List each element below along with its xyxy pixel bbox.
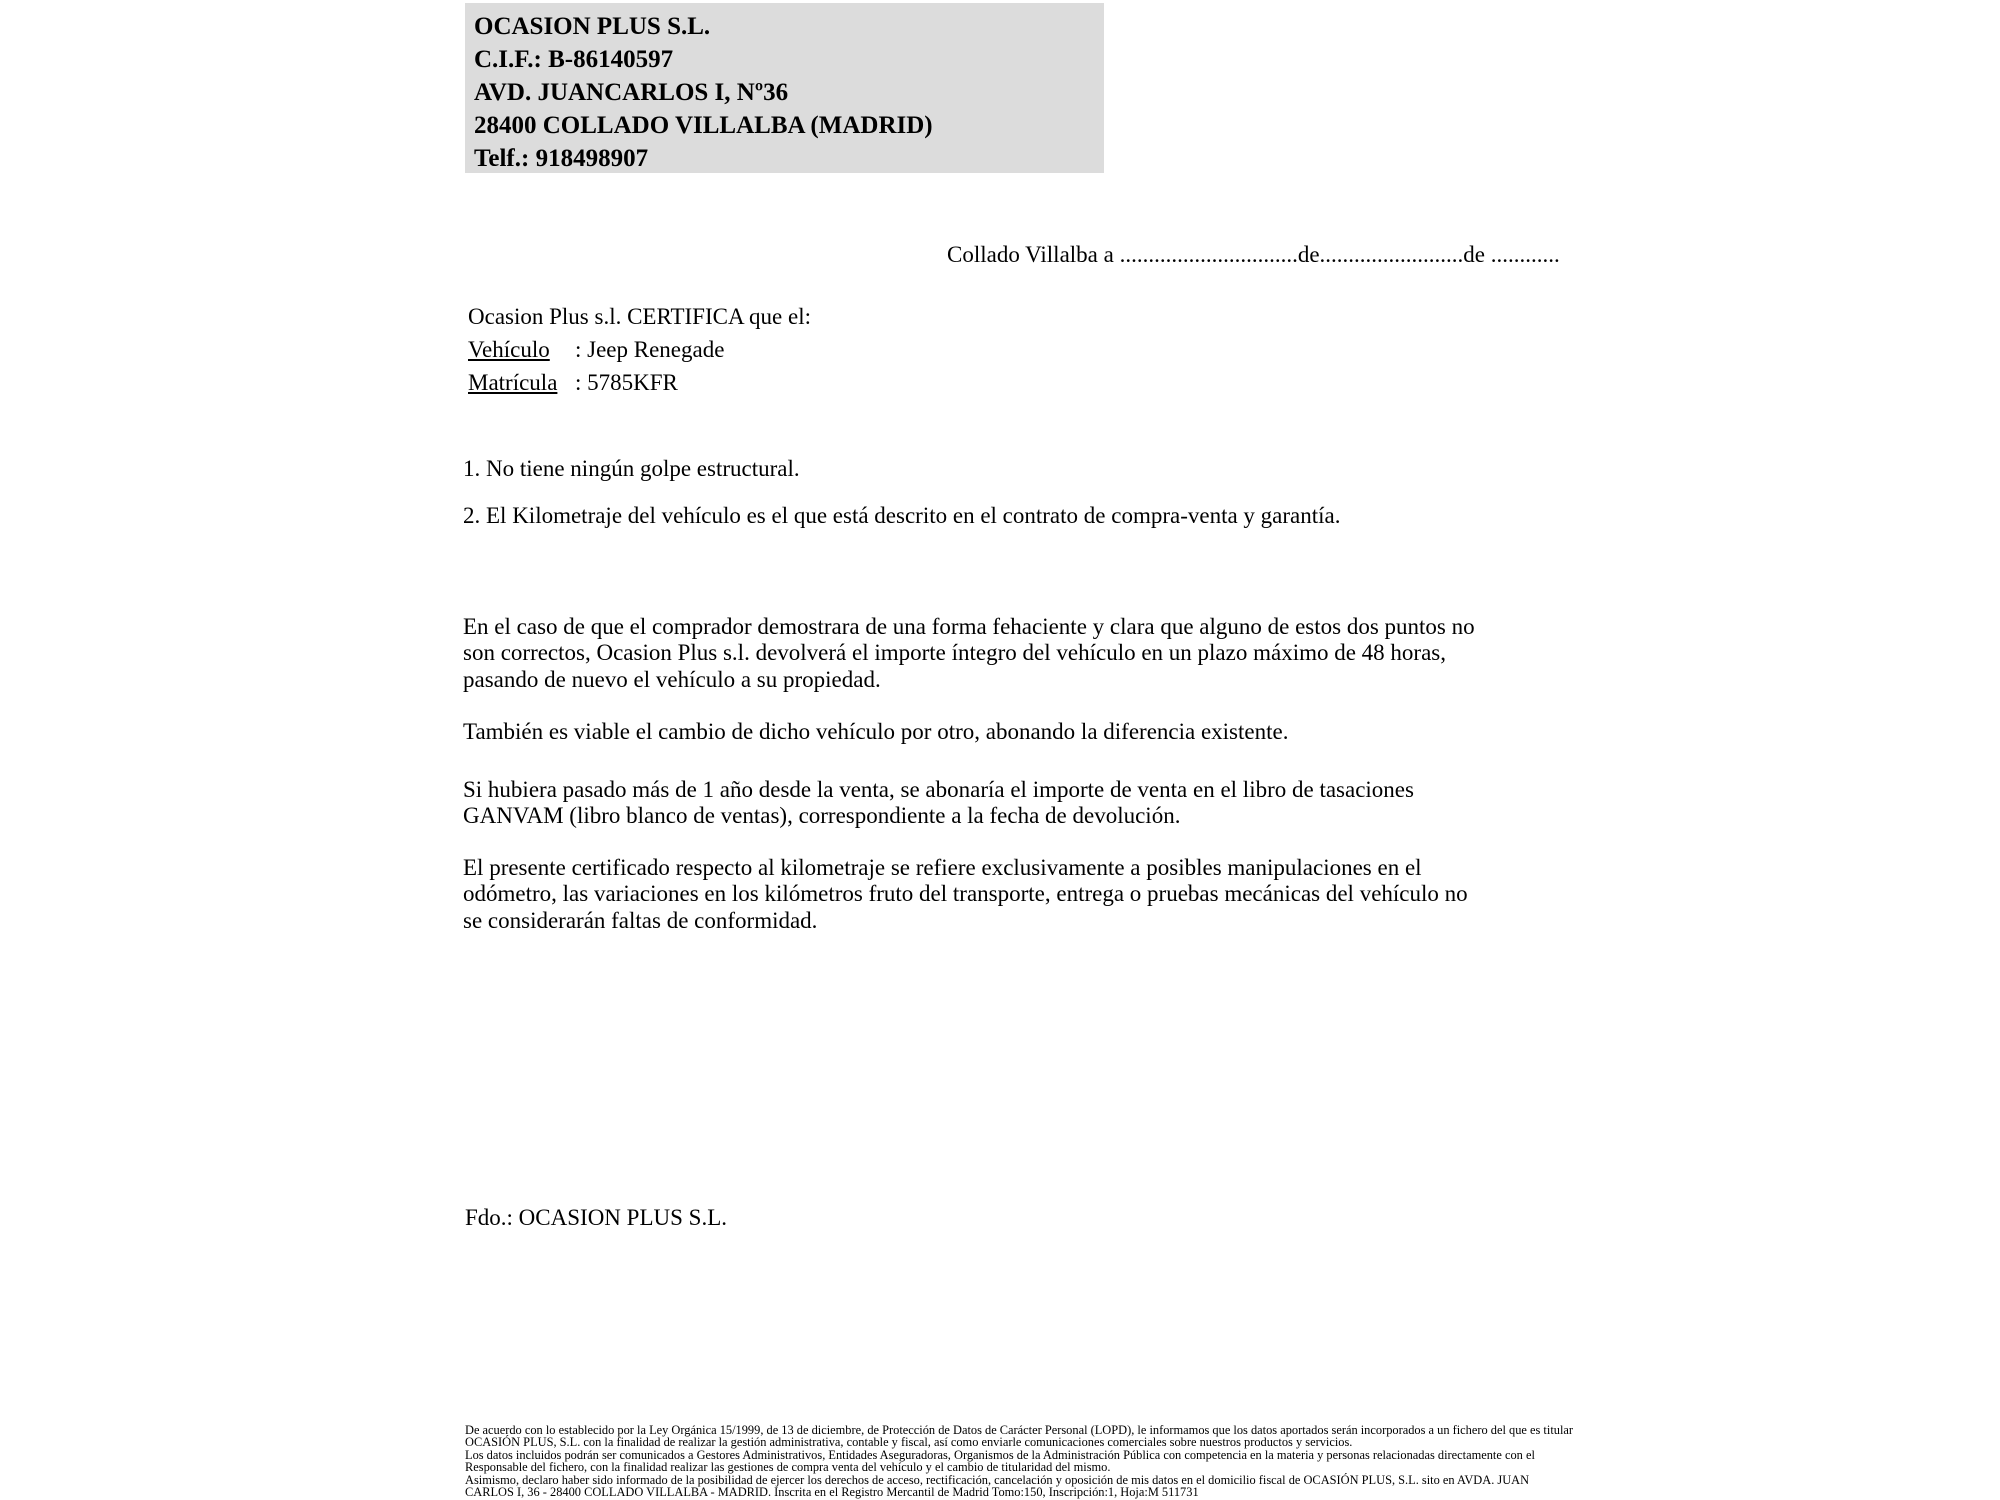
legal-footer: De acuerdo con lo establecido por la Ley Orgánica 15/1999, de 13 de diciembre, de Protección de Datos de Carácter Personal (LOPD), le informamos que los datos aportados serán incorporados a un fichero del que es titular OCASIÓN PLUS, S.L. con la finalidad de realizar la gestión administrativa, contable y fiscal, así como enviarle comunicaciones comerciales sobre nuestros productos y servicios. Los datos incluidos podrán ser comunicados a Gestores Administrativos, Entidades Aseguradoras, Organismos de la Administración Pública con competencia en la materia y personas relacionadas directamente con el Responsable del fichero, con la finalidad realizar las gestiones de compra venta del vehículo y el cambio de titularidad del mismo. Asimismo, declaro haber sido informado de la posibilidad de ejercer los derechos de acceso, rectificación, cancelación y oposición de mis datos en el domicilio fiscal de OCASIÓN PLUS, S.L. sito en AVDA. JUAN CARLOS I, 36 - 28400 COLLADO VILLALBA - MADRID. Inscrita en el Registro Mercantil de Madrid Tomo:150, Inscripción:1, Hoja:M 511731 (465, 1423, 1574, 1500)
point-structural: 1. No tiene ningún golpe estructural. (463, 456, 800, 481)
company-name: OCASION PLUS S.L. (474, 13, 711, 40)
company-phone: Telf.: 918498907 (474, 145, 649, 172)
plate-label: Matrícula (468, 370, 558, 395)
point-mileage: 2. El Kilometraje del vehículo es el que está descrito en el contrato de compra-venta y garantía. (463, 503, 1341, 528)
certificate-block (468, 300, 811, 399)
paragraph-odometer: El presente certificado respecto al kilometraje se refiere exclusivamente a posibles manipulaciones en el odómetro, las variaciones en los kilómetros fruto del transporte, entrega o pruebas mecánicas del vehículo no se considerarán faltas de conformidad. (463, 855, 1468, 933)
company-address: AVD. JUANCARLOS I, Nº36 (474, 79, 789, 106)
paragraph-exchange: También es viable el cambio de dicho vehículo por otro, abonando la diferencia existente. (463, 719, 1289, 744)
vehicle-label: Vehículo (468, 337, 550, 362)
date-line: Collado Villalba a ...............................de.........................de ............ (947, 242, 1560, 267)
paragraph-ganvam: Si hubiera pasado más de 1 año desde la venta, se abonaría el importe de venta en el libro de tasaciones GANVAM (libro blanco de ventas), correspondiente a la fecha de devolución. (463, 777, 1414, 829)
vehicle-value: : Jeep Renegade (575, 337, 725, 362)
paragraph-refund: En el caso de que el comprador demostrara de una forma fehaciente y clara que alguno de estos dos puntos no son correctos, Ocasion Plus s.l. devolverá el importe íntegro del vehículo en un plazo máximo de 48 horas, pasando de nuevo el vehículo a su propiedad. (463, 614, 1475, 692)
plate-value: : 5785KFR (575, 370, 678, 395)
company-header-box (465, 3, 1104, 173)
company-cif: C.I.F.: B-86140597 (474, 46, 674, 73)
vehicle-row (468, 333, 811, 366)
company-city: 28400 COLLADO VILLALBA (MADRID) (474, 112, 933, 139)
certify-intro: Ocasion Plus s.l. CERTIFICA que el: (468, 304, 811, 329)
signature-line: Fdo.: OCASION PLUS S.L. (465, 1205, 727, 1230)
plate-row (468, 366, 811, 399)
